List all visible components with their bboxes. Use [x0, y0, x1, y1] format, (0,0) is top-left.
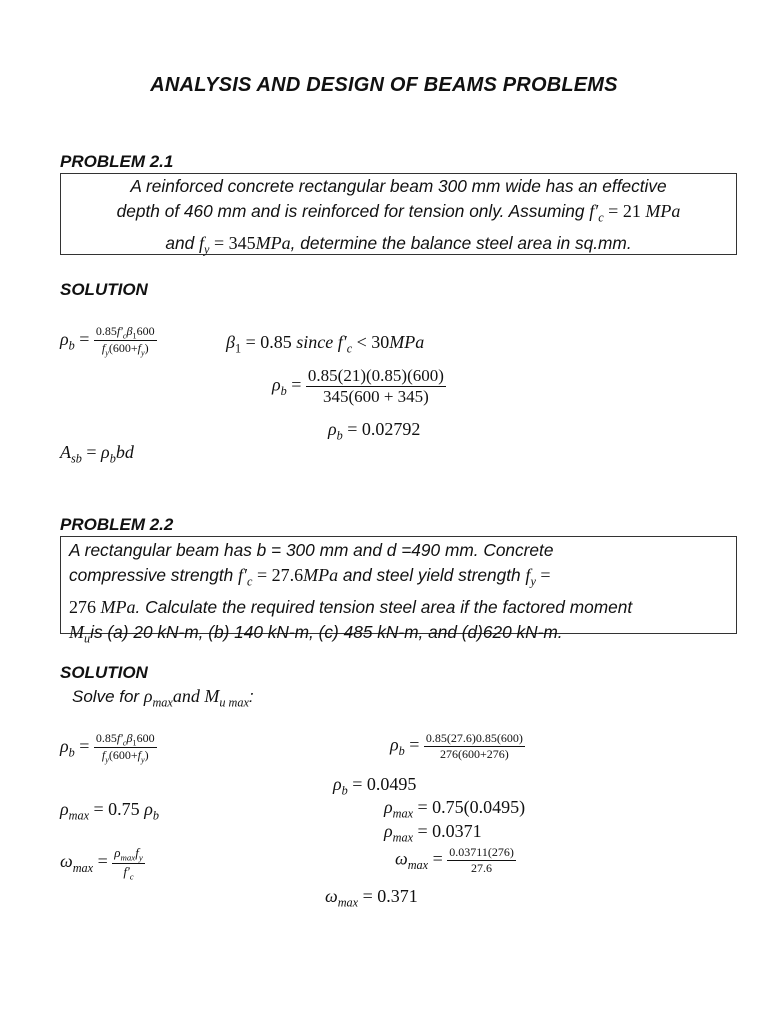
- problem-2-2-heading: PROBLEM 2.2: [60, 515, 174, 534]
- omega-sub-denominator: 27.6: [471, 861, 493, 875]
- rho-b-sub-numerator: 0.85(21)(0.85)(600): [307, 366, 444, 385]
- solution-2-1-heading: SOLUTION: [60, 280, 148, 299]
- problem-2-1-heading: PROBLEM 2.1: [60, 152, 174, 171]
- rho-b-substitution: $\rho_b$ = $\frac{0.85(21)(0.85)(600)}{345(600 + 345)}$: [272, 366, 444, 406]
- p2-line-2: compressive strength $f'_c = 27.6MPa$ and steel yield strength $f_y$ =: [69, 565, 551, 589]
- asb-formula: $A_{sb} = \rho_bbd$: [60, 442, 134, 466]
- statement-line-2: [69, 199, 728, 231]
- rho-max-result: $\rho_{max} = 0.0371$: [384, 821, 482, 845]
- statement-line-3-text: , determine the balance steel area in sq.mm.: [290, 232, 632, 253]
- problem-2-2-statement-box: [60, 536, 737, 646]
- beta-note: $\beta_1 = 0.85$ since $f'_c < 30MPa$: [226, 332, 425, 356]
- p2-rho-b-result: $\rho_b = 0.0495$: [333, 774, 417, 798]
- p2-line-3: 276 MPa. Calculate the required tension steel area if the factored moment: [69, 596, 633, 617]
- rho-b-fraction: $\frac{0.85f'_c\beta_1600}{f_y(600+f_y)}$: [95, 324, 155, 358]
- statement-line-2-text: depth of 460 mm and is reinforced for tension only. Assuming: [116, 201, 585, 221]
- statement-line-3-and: and: [165, 232, 195, 253]
- p2-rho-b-sub-numerator: 0.85(27.6)0.85(600): [425, 731, 523, 745]
- p2-line-4: $M_uis$ (a) 20 kN-m, (b) 140 kN-m, (c) 485 kN-m, and (d)620 kN-m.: [69, 621, 563, 646]
- problem-2-1-statement-box: [60, 173, 737, 255]
- rho-max-formula: $\rho_{max} = 0.75$ $\rho_b$: [60, 799, 159, 823]
- p2-rho-b-substitution: $\rho_b$ = $\frac{0.85(27.6)0.85(600)}{276(600+276)}$: [390, 731, 523, 761]
- rho-b-sub-denominator: 345(600 + 345): [322, 387, 429, 406]
- statement-line-3: [69, 231, 728, 263]
- omega-max-substitution: $\omega_{max}$ = $\frac{0.03711(276)}{27.6}$: [395, 845, 514, 875]
- solution-2-2-heading: SOLUTION: [60, 663, 148, 682]
- rho-max-substitution: $\rho_{max} = 0.75(0.0495)$: [384, 797, 526, 821]
- rho-b-result: $\rho_b = 0.02792$: [328, 419, 421, 443]
- solve-for-line: Solve for $\rho_{max}and$ $M_{u max}$:: [72, 686, 254, 710]
- p2-rho-b-sub-denominator: 276(600+276): [440, 747, 509, 761]
- omega-max-result: $\omega_{max} = 0.371$: [325, 886, 418, 910]
- omega-max-formula: $\omega_{max}$ = $\frac{\rho_{max}f_y}{f'_c}$: [60, 845, 143, 882]
- omega-sub-numerator: 0.03711(276): [449, 845, 514, 859]
- statement-line-1: A reinforced concrete rectangular beam 300 mm wide has an effective: [130, 176, 667, 196]
- fy-value: $f_y = 345MPa$: [199, 232, 291, 257]
- p2-rho-b-formula: $\rho_b$ = $\frac{0.85f'_c\beta_1600}{f_y(600+f_y)}$: [60, 731, 155, 765]
- fc-value: $f'_c = 21$ MPa: [589, 201, 681, 225]
- rho-b-formula: $\rho_b$ = $\frac{0.85f'_c\beta_1600}{f_y(600+f_y)}$: [60, 324, 155, 358]
- p2-line-1: A rectangular beam has b = 300 mm and d =490 mm. Concrete: [69, 540, 554, 560]
- document-title: ANALYSIS AND DESIGN OF BEAMS PROBLEMS: [150, 74, 618, 96]
